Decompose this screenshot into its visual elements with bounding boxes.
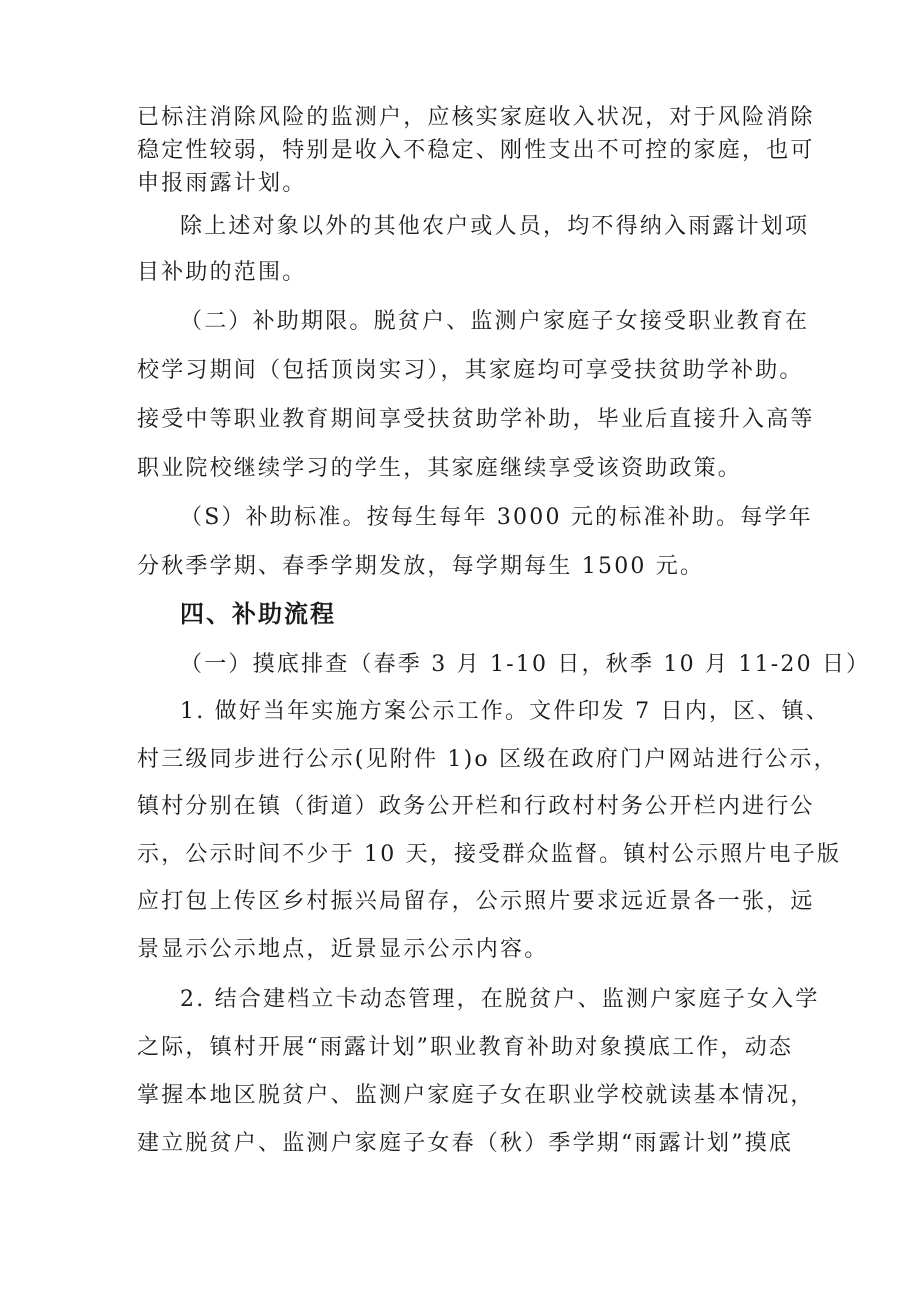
paragraph-line: 职业院校继续学习的学生，其家庭继续享受该资助政策。 [137, 456, 743, 481]
paragraph-line: 村三级同步进行公示(见附件 1)o 区级在政府门户网站进行公示， [137, 747, 838, 772]
paragraph-line: 已标注消除风险的监测户，应核实家庭收入状况，对于风险消除 [137, 105, 815, 130]
paragraph-line: 稳定性较弱，特别是收入不稳定、刚性支出不可控的家庭，也可 [137, 138, 815, 163]
paragraph-line: 1. 做好当年实施方案公示工作。文件印发 7 日内，区、镇、 [180, 699, 830, 724]
paragraph-line: 接受中等职业教育期间享受扶贫助学补助，毕业后直接升入高等 [137, 407, 815, 432]
paragraph-line: 应打包上传区乡村振兴局留存，公示照片要求远近景各一张，远 [137, 889, 815, 914]
paragraph-line: 镇村分别在镇（街道）政务公开栏和行政村村务公开栏内进行公 [137, 794, 815, 819]
paragraph-line: （二）补助期限。脱贫户、监测户家庭子女接受职业教育在 [180, 309, 810, 334]
paragraph-line: （S）补助标准。按每生每年 3000 元的标准补助。每学年 [180, 505, 813, 530]
paragraph-line: 除上述对象以外的其他农户或人员，均不得纳入雨露计划项 [180, 214, 810, 239]
paragraph-line: 景显示公示地点，近景显示公示内容。 [137, 937, 549, 962]
section-heading: 四、补助流程 [180, 600, 336, 628]
paragraph-line: 建立脱贫户、监测户家庭子女春（秋）季学期“雨露计划”摸底 [137, 1131, 794, 1156]
paragraph-line: 分秋季学期、春季学期发放，每学期每生 1500 元。 [137, 554, 705, 579]
paragraph-line: 掌握本地区脱贫户、监测户家庭子女在职业学校就读基本情况， [137, 1083, 815, 1108]
paragraph-line: 校学习期间（包括顶岗实习），其家庭均可享受扶贫助学补助。 [137, 358, 804, 383]
paragraph-line: 申报雨露计划。 [137, 171, 307, 196]
paragraph-line: 目补助的范围。 [137, 260, 307, 285]
paragraph-line: 2. 结合建档立卡动态管理，在脱贫户、监测户家庭子女入学 [180, 987, 820, 1012]
paragraph-line: （一）摸底排查（春季 3 月 1-10 日，秋季 10 月 11-20 日） [180, 652, 871, 677]
paragraph-line: 之际，镇村开展“雨露计划”职业教育补助对象摸底工作，动态 [137, 1035, 794, 1060]
paragraph-line: 示，公示时间不少于 10 天，接受群众监督。镇村公示照片电子版 [137, 842, 842, 867]
